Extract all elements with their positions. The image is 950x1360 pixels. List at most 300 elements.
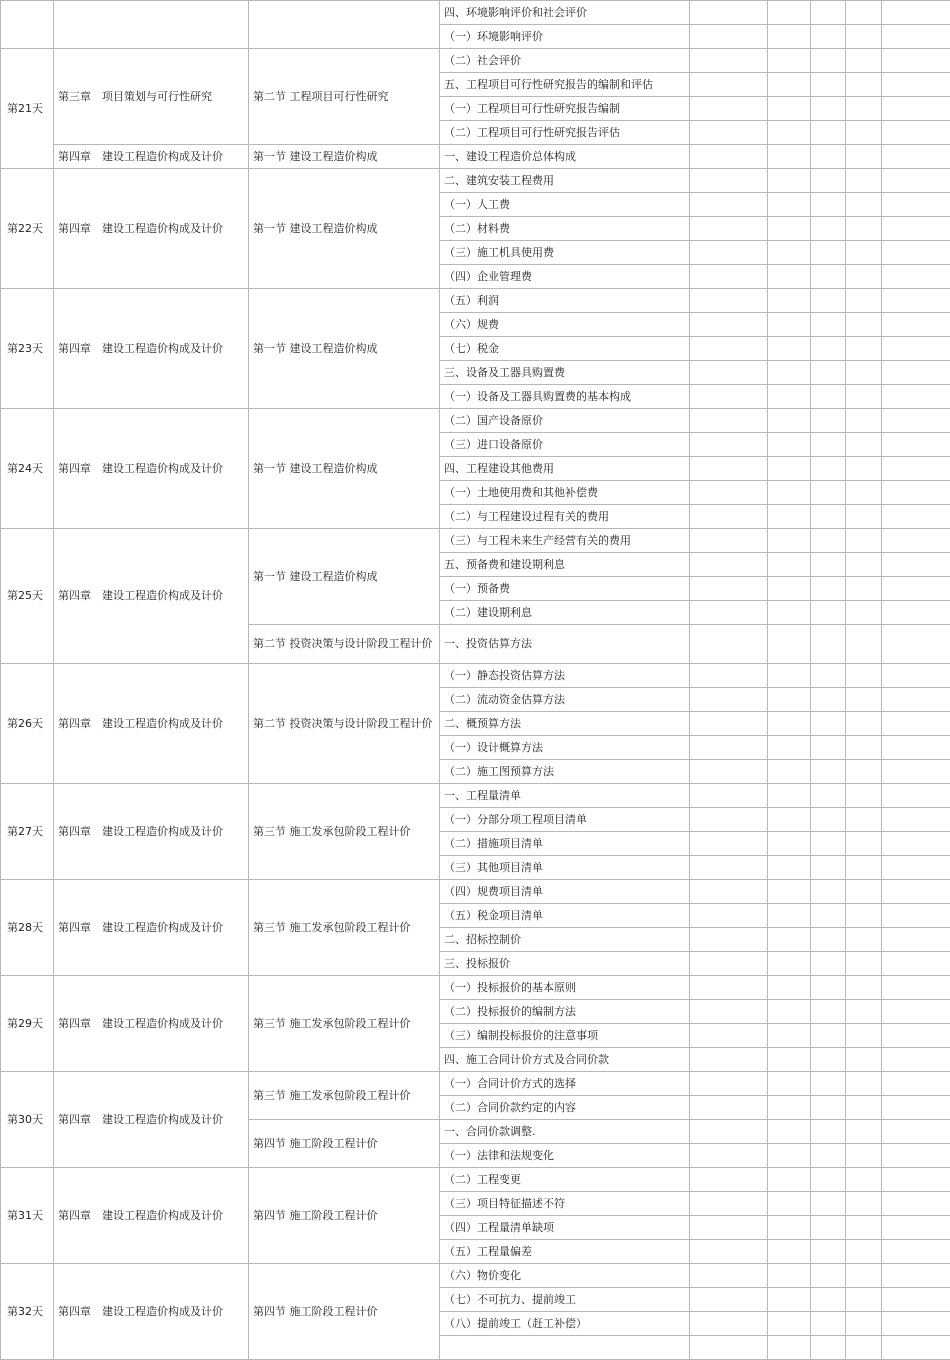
empty-cell [768,433,811,457]
topic-cell [440,1336,690,1360]
topic-cell: （一）静态投资估算方法 [440,664,690,688]
empty-cell [768,1072,811,1096]
empty-cell [846,265,882,289]
empty-cell [768,529,811,553]
empty-cell [811,25,846,49]
empty-cell [690,856,768,880]
chapter-cell: 第四章 建设工程造价构成及计价 [54,1264,249,1360]
empty-cell [690,577,768,601]
empty-cell [846,73,882,97]
empty-cell [882,1240,950,1264]
empty-cell [768,1144,811,1168]
chapter-cell: 第四章 建设工程造价构成及计价 [54,145,249,169]
empty-cell [811,625,846,664]
empty-cell [846,625,882,664]
empty-cell [846,241,882,265]
empty-cell [768,457,811,481]
empty-cell [690,553,768,577]
empty-cell [882,313,950,337]
empty-cell [846,49,882,73]
empty-cell [882,904,950,928]
empty-cell [846,1048,882,1072]
topic-cell: 三、设备及工器具购置费 [440,361,690,385]
empty-cell [690,1096,768,1120]
empty-cell [768,976,811,1000]
empty-cell [846,97,882,121]
empty-cell [882,1312,950,1336]
empty-cell [882,241,950,265]
empty-cell [882,73,950,97]
empty-cell [811,904,846,928]
topic-cell: （五）工程量偏差 [440,1240,690,1264]
empty-cell [768,712,811,736]
chapter-cell: 第四章 建设工程造价构成及计价 [54,880,249,976]
topic-cell: （三）其他项目清单 [440,856,690,880]
chapter-cell: 第四章 建设工程造价构成及计价 [54,169,249,289]
empty-cell [811,832,846,856]
empty-cell [882,1,950,25]
empty-cell [882,265,950,289]
empty-cell [690,433,768,457]
empty-cell [690,904,768,928]
empty-cell [768,856,811,880]
topic-cell: （二）施工图预算方法 [440,760,690,784]
empty-cell [811,169,846,193]
empty-cell [811,1192,846,1216]
empty-cell [811,409,846,433]
empty-cell [768,1192,811,1216]
empty-cell [846,664,882,688]
empty-cell [690,1312,768,1336]
empty-cell [811,553,846,577]
topic-cell: （一）合同计价方式的选择 [440,1072,690,1096]
empty-cell [882,529,950,553]
empty-cell [882,121,950,145]
empty-cell [846,1000,882,1024]
chapter-cell: 第四章 建设工程造价构成及计价 [54,529,249,664]
topic-cell: （五）利润 [440,289,690,313]
empty-cell [811,760,846,784]
topic-cell: （六）物价变化 [440,1264,690,1288]
empty-cell [811,1336,846,1360]
day-cell: 第28天 [1,880,54,976]
empty-cell [768,409,811,433]
empty-cell [690,601,768,625]
empty-cell [846,409,882,433]
empty-cell [768,1,811,25]
empty-cell [690,289,768,313]
empty-cell [768,1312,811,1336]
empty-cell [882,25,950,49]
empty-cell [768,241,811,265]
empty-cell [690,169,768,193]
table-row [1,784,950,808]
empty-cell [811,1120,846,1144]
empty-cell [846,529,882,553]
empty-cell [846,1264,882,1288]
empty-cell [846,457,882,481]
section-cell: 第二节 投资决策与设计阶段工程计价 [249,625,440,664]
empty-cell [768,928,811,952]
empty-cell [690,1168,768,1192]
empty-cell [846,976,882,1000]
empty-cell [846,217,882,241]
empty-cell [690,808,768,832]
empty-cell [811,1240,846,1264]
topic-cell: 一、建设工程造价总体构成 [440,145,690,169]
empty-cell [846,193,882,217]
empty-cell [846,505,882,529]
empty-cell [768,265,811,289]
empty-cell [811,49,846,73]
empty-cell [768,952,811,976]
topic-cell: 一、工程量清单 [440,784,690,808]
topic-cell: （三）与工程未来生产经营有关的费用 [440,529,690,553]
topic-cell: （一）工程项目可行性研究报告编制 [440,97,690,121]
empty-cell [882,1192,950,1216]
empty-cell [811,481,846,505]
empty-cell [846,289,882,313]
empty-cell [811,1264,846,1288]
empty-cell [811,457,846,481]
topic-cell: 一、合同价款调整. [440,1120,690,1144]
empty-cell [846,553,882,577]
topic-cell: （二）国产设备原价 [440,409,690,433]
empty-cell [811,688,846,712]
empty-cell [768,1336,811,1360]
empty-cell [846,481,882,505]
empty-cell [768,193,811,217]
empty-cell [846,736,882,760]
topic-cell: （三）项目特征描述不符 [440,1192,690,1216]
topic-cell: （二）工程变更 [440,1168,690,1192]
chapter-cell: 第四章 建设工程造价构成及计价 [54,976,249,1072]
empty-cell [882,1120,950,1144]
empty-cell [690,313,768,337]
empty-cell [846,952,882,976]
empty-cell [882,1216,950,1240]
empty-cell [690,664,768,688]
empty-cell [811,73,846,97]
topic-cell: （一）投标报价的基本原则 [440,976,690,1000]
topic-cell: （二）材料费 [440,217,690,241]
day-cell: 第21天 [1,49,54,169]
empty-cell [811,1096,846,1120]
topic-cell: （二）流动资金估算方法 [440,688,690,712]
chapter-cell: 第四章 建设工程造价构成及计价 [54,289,249,409]
table-row [1,1168,950,1192]
empty-cell [690,49,768,73]
empty-cell [882,505,950,529]
table-body [1,1,950,1360]
empty-cell [690,832,768,856]
empty-cell [882,1336,950,1360]
empty-cell [811,289,846,313]
empty-cell [768,1096,811,1120]
empty-cell [768,73,811,97]
empty-cell [846,121,882,145]
topic-cell: 四、工程建设其他费用 [440,457,690,481]
empty-cell [811,1072,846,1096]
empty-cell [846,577,882,601]
empty-cell [846,601,882,625]
topic-cell: （二）社会评价 [440,49,690,73]
empty-cell [768,688,811,712]
empty-cell [882,97,950,121]
empty-cell [846,904,882,928]
empty-cell [846,25,882,49]
topic-cell: 二、概预算方法 [440,712,690,736]
topic-cell: 四、施工合同计价方式及合同价款 [440,1048,690,1072]
empty-cell [768,481,811,505]
empty-cell [846,688,882,712]
empty-cell [811,856,846,880]
empty-cell [811,1144,846,1168]
empty-cell [768,1240,811,1264]
empty-cell [811,1,846,25]
day-cell: 第23天 [1,289,54,409]
topic-cell: 五、预备费和建设期利息 [440,553,690,577]
chapter-cell: 第四章 建设工程造价构成及计价 [54,409,249,529]
empty-cell [811,928,846,952]
table-row [1,1264,950,1288]
table-row [1,409,950,433]
empty-cell [690,25,768,49]
empty-cell [846,1024,882,1048]
chapter-cell: 第四章 建设工程造价构成及计价 [54,1168,249,1264]
section-cell: 第三节 施工发承包阶段工程计价 [249,1072,440,1120]
topic-cell: 二、招标控制价 [440,928,690,952]
empty-cell [768,664,811,688]
empty-cell [811,1288,846,1312]
empty-cell [882,1024,950,1048]
topic-cell: （一）设计概算方法 [440,736,690,760]
empty-cell [690,241,768,265]
topic-cell: （二）投标报价的编制方法 [440,1000,690,1024]
empty-cell [882,337,950,361]
section-cell: 第一节 建设工程造价构成 [249,529,440,625]
section-cell: 第三节 施工发承包阶段工程计价 [249,784,440,880]
empty-cell [846,337,882,361]
empty-cell [690,712,768,736]
empty-cell [882,832,950,856]
empty-cell [690,880,768,904]
empty-cell [811,736,846,760]
empty-cell [846,832,882,856]
empty-cell [846,313,882,337]
topic-cell: （一）设备及工器具购置费的基本构成 [440,385,690,409]
empty-cell [811,664,846,688]
section-cell: 第三节 施工发承包阶段工程计价 [249,976,440,1072]
day-cell [1,1,54,49]
empty-cell [882,664,950,688]
empty-cell [690,688,768,712]
empty-cell [882,577,950,601]
empty-cell [690,193,768,217]
topic-cell: （二）与工程建设过程有关的费用 [440,505,690,529]
empty-cell [768,505,811,529]
chapter-cell: 第四章 建设工程造价构成及计价 [54,784,249,880]
empty-cell [768,1024,811,1048]
empty-cell [690,121,768,145]
empty-cell [811,952,846,976]
empty-cell [882,808,950,832]
empty-cell [768,808,811,832]
topic-cell: （二）工程项目可行性研究报告评估 [440,121,690,145]
empty-cell [690,1192,768,1216]
empty-cell [882,1288,950,1312]
topic-cell: （四）企业管理费 [440,265,690,289]
empty-cell [690,385,768,409]
table-row [1,976,950,1000]
empty-cell [846,880,882,904]
empty-cell [882,481,950,505]
empty-cell [846,1216,882,1240]
empty-cell [690,409,768,433]
empty-cell [846,1288,882,1312]
empty-cell [811,1024,846,1048]
empty-cell [846,1168,882,1192]
empty-cell [690,784,768,808]
empty-cell [768,289,811,313]
empty-cell [690,736,768,760]
empty-cell [768,49,811,73]
empty-cell [811,1048,846,1072]
empty-cell [811,337,846,361]
empty-cell [768,1168,811,1192]
table-row [1,49,950,73]
empty-cell [690,1144,768,1168]
empty-cell [882,49,950,73]
empty-cell [882,856,950,880]
empty-cell [690,97,768,121]
empty-cell [690,1024,768,1048]
empty-cell [811,529,846,553]
empty-cell [846,145,882,169]
empty-cell [882,433,950,457]
empty-cell [768,553,811,577]
empty-cell [846,760,882,784]
empty-cell [811,808,846,832]
topic-cell: 四、环境影响评价和社会评价 [440,1,690,25]
topic-cell: （二）措施项目清单 [440,832,690,856]
empty-cell [768,1120,811,1144]
empty-cell [690,481,768,505]
topic-cell: （七）不可抗力、提前竣工 [440,1288,690,1312]
empty-cell [811,265,846,289]
empty-cell [690,265,768,289]
topic-cell: （一）法律和法规变化 [440,1144,690,1168]
topic-cell: （二）建设期利息 [440,601,690,625]
table-row [1,529,950,553]
empty-cell [882,289,950,313]
topic-cell: （三）进口设备原价 [440,433,690,457]
empty-cell [882,928,950,952]
day-cell: 第25天 [1,529,54,664]
empty-cell [846,361,882,385]
empty-cell [882,1048,950,1072]
section-cell: 第一节 建设工程造价构成 [249,169,440,289]
empty-cell [768,760,811,784]
empty-cell [882,625,950,664]
empty-cell [811,880,846,904]
day-cell: 第29天 [1,976,54,1072]
section-cell: 第四节 施工阶段工程计价 [249,1168,440,1264]
topic-cell: 五、工程项目可行性研究报告的编制和评估 [440,73,690,97]
empty-cell [846,1120,882,1144]
empty-cell [846,784,882,808]
topic-cell: 三、投标报价 [440,952,690,976]
empty-cell [846,433,882,457]
empty-cell [846,1144,882,1168]
empty-cell [768,145,811,169]
empty-cell [811,1216,846,1240]
empty-cell [768,601,811,625]
empty-cell [882,1144,950,1168]
empty-cell [882,1096,950,1120]
empty-cell [768,832,811,856]
empty-cell [811,433,846,457]
empty-cell [882,385,950,409]
empty-cell [768,1264,811,1288]
topic-cell: （三）施工机具使用费 [440,241,690,265]
empty-cell [846,928,882,952]
empty-cell [690,976,768,1000]
topic-cell: 一、投资估算方法 [440,625,690,664]
empty-cell [846,1,882,25]
section-cell: 第一节 建设工程造价构成 [249,409,440,529]
empty-cell [846,385,882,409]
table-row [1,1,950,25]
empty-cell [768,121,811,145]
chapter-cell: 第四章 建设工程造价构成及计价 [54,664,249,784]
table-row [1,169,950,193]
topic-cell: 二、建筑安装工程费用 [440,169,690,193]
empty-cell [768,1288,811,1312]
empty-cell [811,577,846,601]
empty-cell [768,784,811,808]
table-row [1,1072,950,1096]
empty-cell [846,1312,882,1336]
table-row [1,664,950,688]
day-cell: 第22天 [1,169,54,289]
empty-cell [811,1312,846,1336]
empty-cell [811,145,846,169]
empty-cell [882,1072,950,1096]
empty-cell [690,529,768,553]
empty-cell [882,952,950,976]
section-cell: 第三节 施工发承包阶段工程计价 [249,880,440,976]
topic-cell: （一）分部分项工程项目清单 [440,808,690,832]
empty-cell [882,193,950,217]
empty-cell [811,1168,846,1192]
section-cell: 第二节 工程项目可行性研究 [249,49,440,145]
empty-cell [846,712,882,736]
section-cell: 第四节 施工阶段工程计价 [249,1264,440,1360]
empty-cell [768,880,811,904]
section-cell: 第二节 投资决策与设计阶段工程计价 [249,664,440,784]
table-row [1,145,950,169]
empty-cell [882,553,950,577]
chapter-cell: 第四章 建设工程造价构成及计价 [54,1072,249,1168]
empty-cell [690,457,768,481]
topic-cell: （四）规费项目清单 [440,880,690,904]
empty-cell [846,1192,882,1216]
topic-cell: （八）提前竣工（赶工补偿） [440,1312,690,1336]
empty-cell [690,1264,768,1288]
empty-cell [690,145,768,169]
empty-cell [690,1336,768,1360]
